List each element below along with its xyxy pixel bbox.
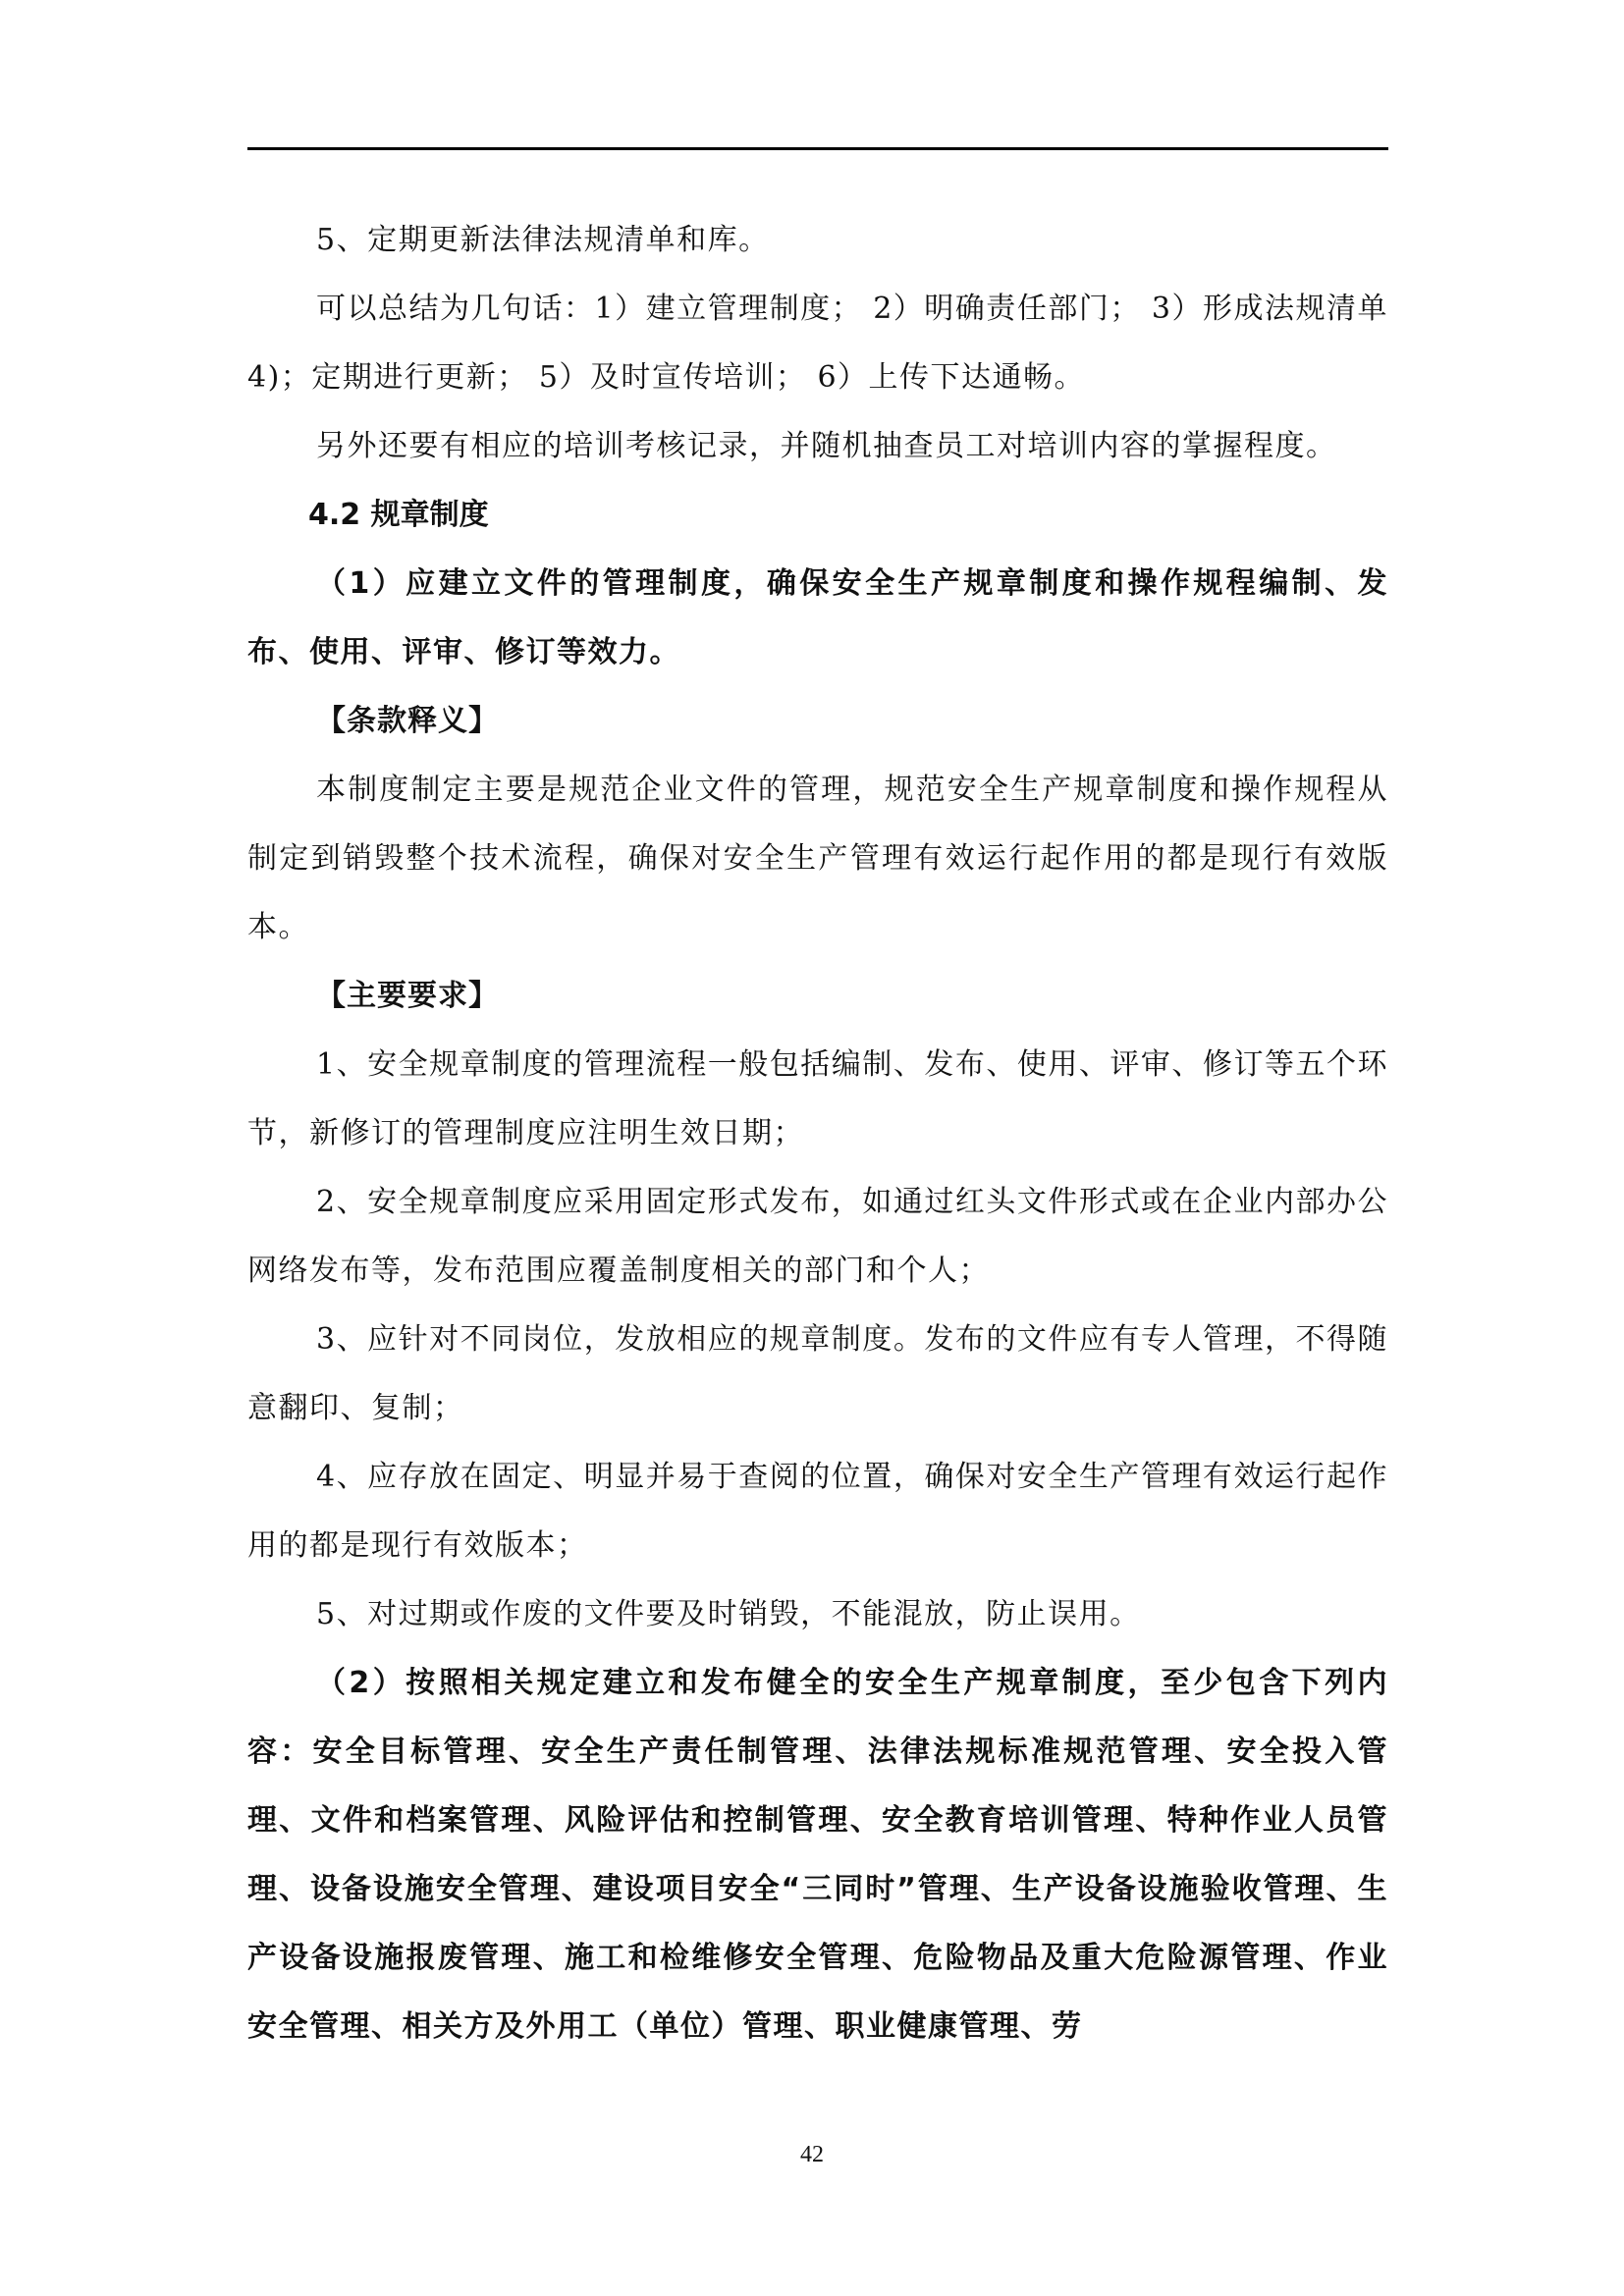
- requirement-item-2: 2、安全规章制度应采用固定形式发布，如通过红头文件形式或在企业内部办公网络发布等，发布范围应覆盖制度相关的部门和个人；: [247, 1185, 1388, 1288]
- header-rule: [247, 147, 1388, 150]
- requirement-item-5: 5、对过期或作废的文件要及时销毁，不能混放，防止误用。: [316, 1597, 1141, 1631]
- paragraph-summary: 可以总结为几句话：1）建立管理制度； 2）明确责任部门； 3）形成法规清单 4)；定期进行更新； 5）及时宣传培训； 6）上传下达通畅。: [247, 292, 1388, 395]
- section-heading-4-2: 4.2 规章制度: [308, 498, 489, 532]
- paragraph-interpretation: 本制度制定主要是规范企业文件的管理，规范安全生产规章制度和操作规程从制定到销毁整个技术流程，确保对安全生产管理有效运行起作用的都是现行有效版本。: [247, 773, 1388, 944]
- paragraph-training-records: 另外还要有相应的培训考核记录，并随机抽查员工对培训内容的掌握程度。: [316, 429, 1337, 463]
- requirement-item-3: 3、应针对不同岗位，发放相应的规章制度。发布的文件应有专人管理，不得随意翻印、复制；: [247, 1322, 1388, 1425]
- clause-1-bold: （1）应建立文件的管理制度，确保安全生产规章制度和操作规程编制、发布、使用、评审、修订等效力。: [247, 566, 1388, 669]
- page-body: [247, 206, 1388, 2061]
- main-requirements-heading: 【主要要求】: [316, 979, 499, 1013]
- clause-2-bold: （2）按照相关规定建立和发布健全的安全生产规章制度，至少包含下列内容：安全目标管理、安全生产责任制管理、法律法规标准规范管理、安全投入管理、文件和档案管理、风险评估和控制管理、安全教育培训管理、特种作业人员管理、设备设施安全管理、建设项目安全“三同时”管理、生产设备设施验收管理、生产设备设施报废管理、施工和检维修安全管理、危险物品及重大危险源管理、作业安全管理、相关方及外用工（单位）管理、职业健康管理、劳: [247, 1666, 1388, 2044]
- page-number: 42: [800, 2142, 824, 2167]
- paragraph-item-5: 5、定期更新法律法规清单和库。: [316, 223, 770, 257]
- clause-interpretation-heading: 【条款释义】: [316, 704, 499, 738]
- requirement-item-4: 4、应存放在固定、明显并易于查阅的位置，确保对安全生产管理有效运行起作用的都是现行有效版本；: [247, 1460, 1388, 1563]
- requirement-item-1: 1、安全规章制度的管理流程一般包括编制、发布、使用、评审、修订等五个环节，新修订的管理制度应注明生效日期；: [247, 1047, 1388, 1150]
